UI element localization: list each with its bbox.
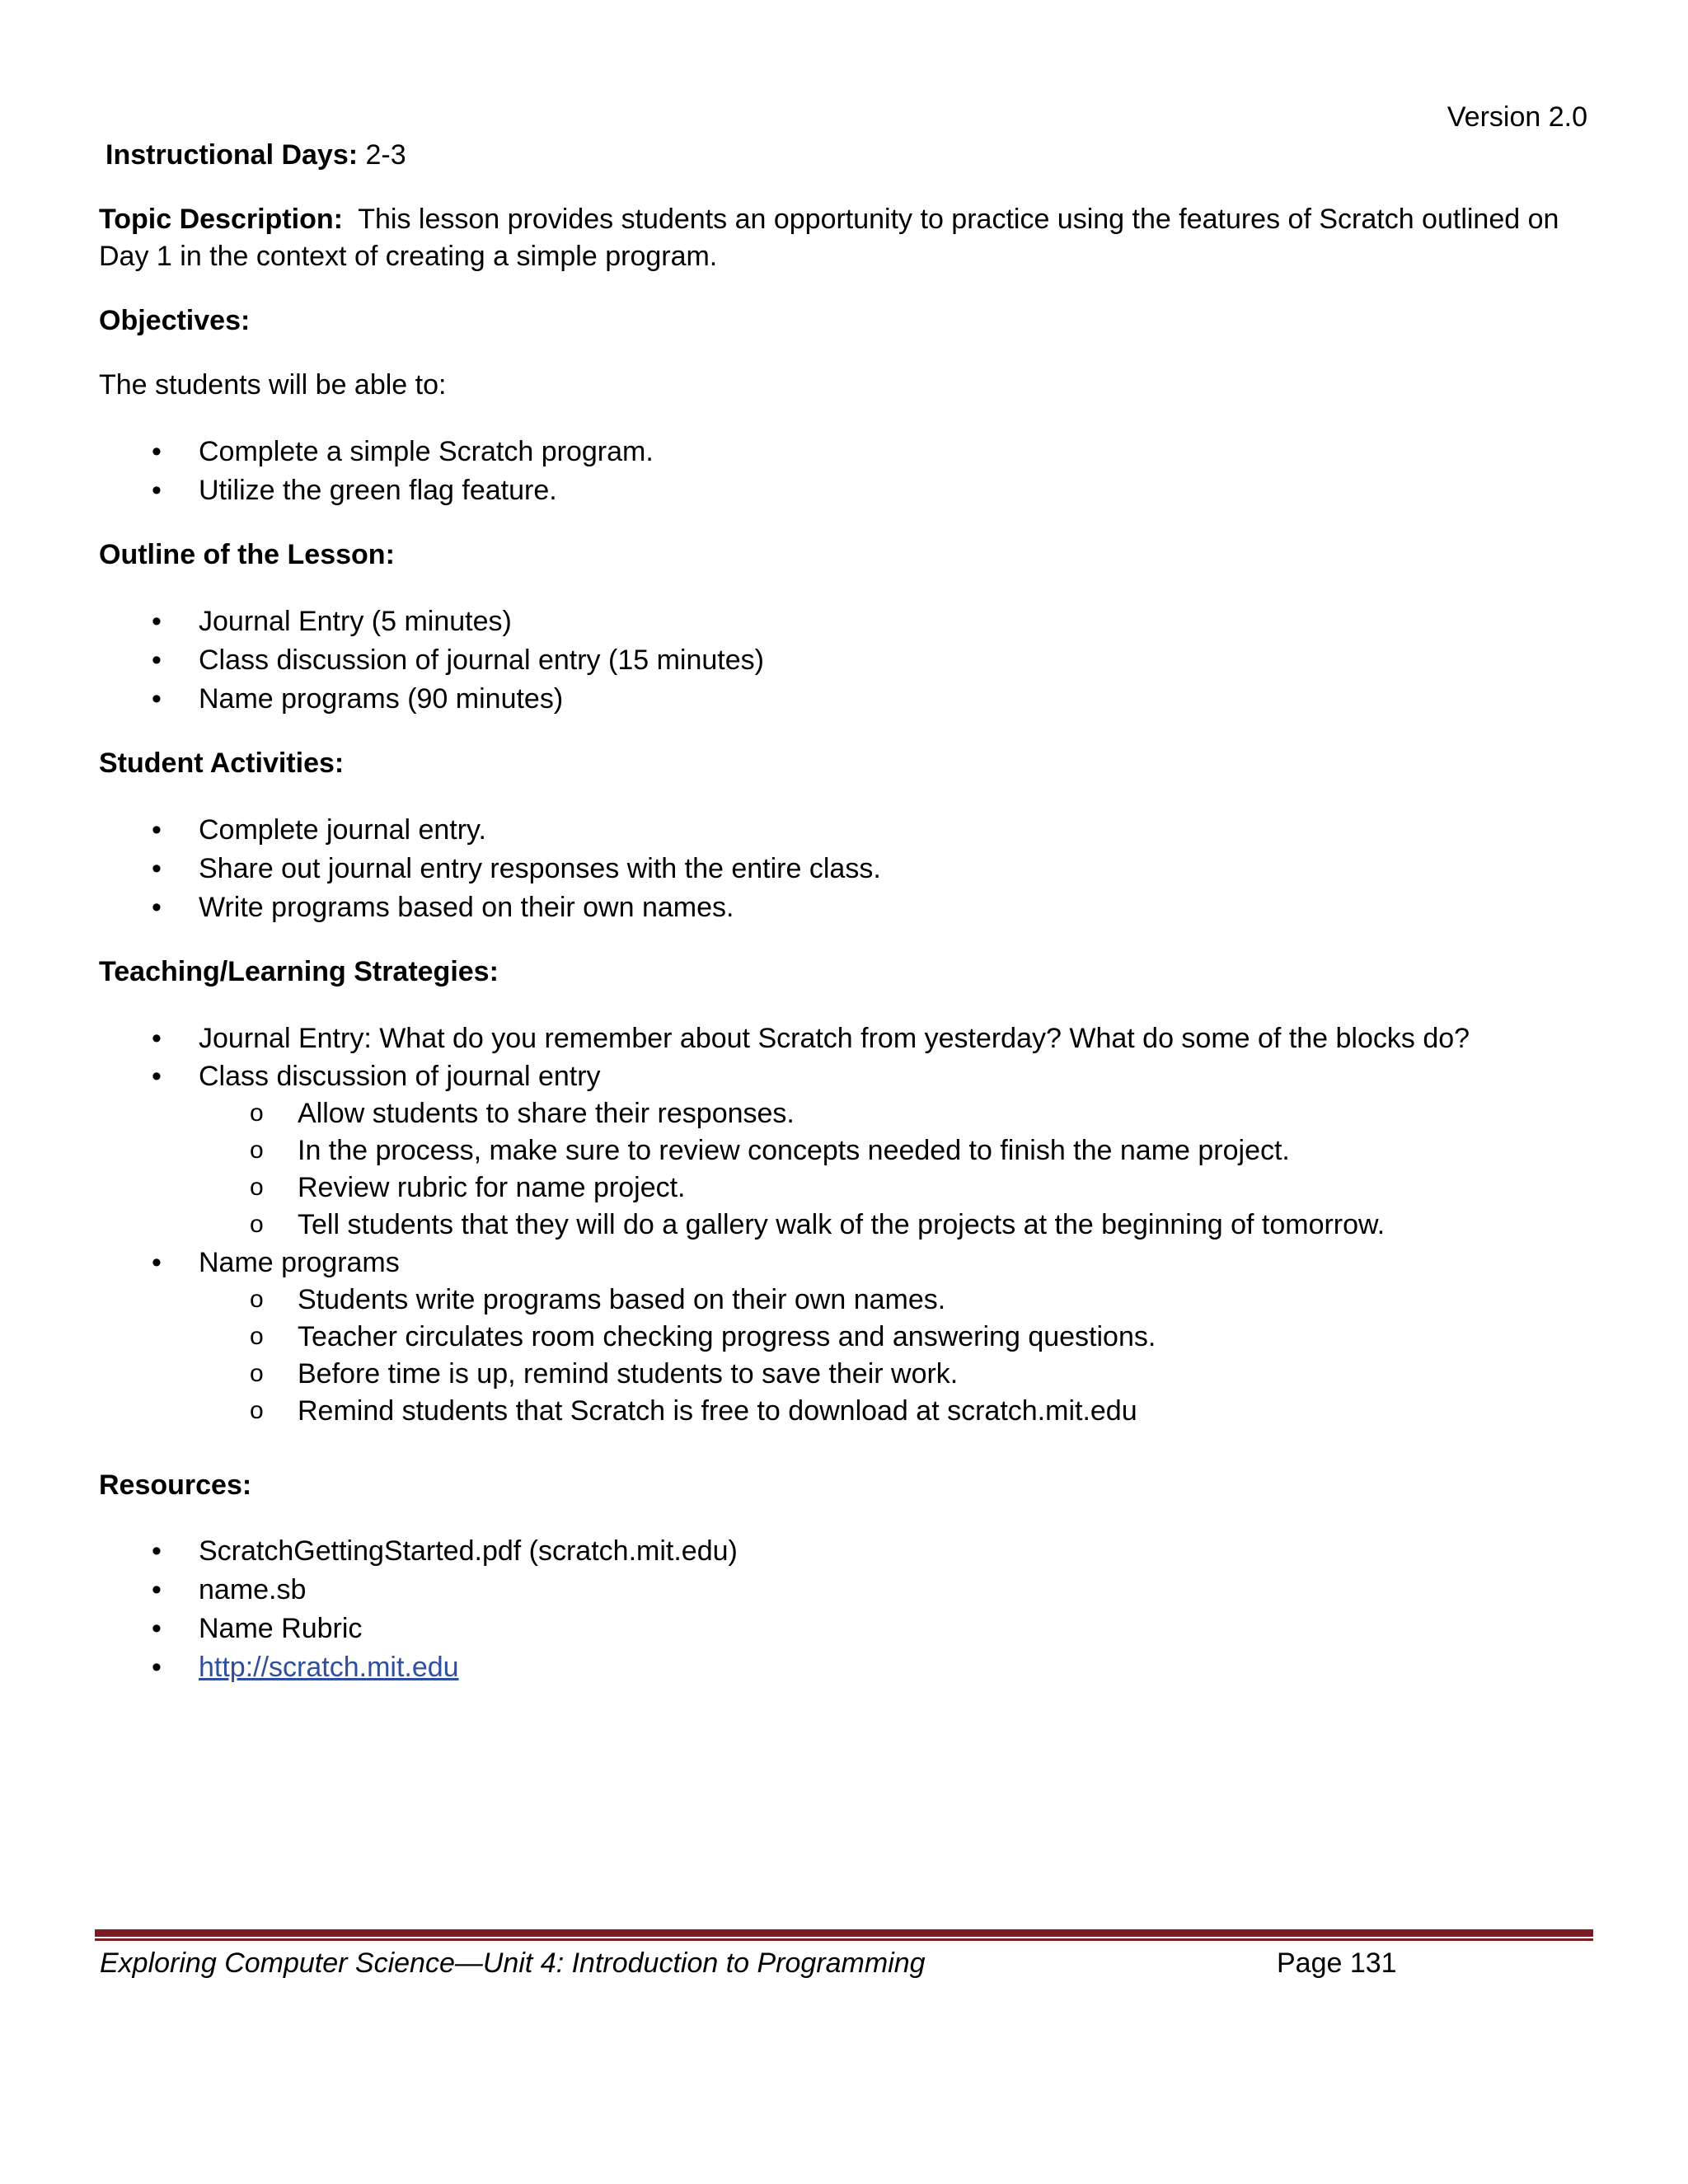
bullet-icon: •	[152, 814, 162, 846]
sub-bullet-icon: o	[250, 1174, 264, 1201]
outline-heading: Outline of the Lesson:	[99, 539, 395, 570]
sub-bullet-icon: o	[250, 1397, 264, 1424]
resource-item: ScratchGettingStarted.pdf (scratch.mit.edu)	[199, 1535, 738, 1567]
strategy-item: Journal Entry: What do you remember about Scratch from yesterday? What do some of the blocks do?	[199, 1023, 1470, 1054]
objective-item: Utilize the green flag feature.	[199, 475, 557, 506]
bullet-icon: •	[152, 1613, 162, 1644]
footer-rule-thin	[95, 1938, 1593, 1941]
student-activity-item: Complete journal entry.	[199, 814, 486, 846]
bullet-icon: •	[152, 853, 162, 884]
strategies-heading: Teaching/Learning Strategies:	[99, 956, 499, 987]
strategy-sub-item: Remind students that Scratch is free to download at scratch.mit.edu	[298, 1395, 1137, 1427]
outline-item: Journal Entry (5 minutes)	[199, 606, 512, 637]
bullet-icon: •	[152, 475, 162, 506]
outline-item: Name programs (90 minutes)	[199, 683, 564, 715]
instructional-days	[106, 137, 406, 173]
bullet-icon: •	[152, 1247, 162, 1278]
instructional-days-value: 2-3	[358, 139, 406, 171]
objectives-heading: Objectives:	[99, 305, 251, 336]
instructional-days-label: Instructional Days:	[106, 139, 359, 171]
strategy-sub-item: Allow students to share their responses.	[298, 1098, 795, 1129]
bullet-icon: •	[152, 1535, 162, 1567]
objectives-intro: The students will be able to:	[99, 369, 447, 401]
sub-bullet-icon: o	[250, 1211, 264, 1238]
strategy-sub-item: Tell students that they will do a gallery walk of the projects at the beginning of tomorrow.	[298, 1209, 1386, 1240]
objective-item: Complete a simple Scratch program.	[199, 436, 654, 467]
scratch-link[interactable]: http://scratch.mit.edu	[199, 1652, 459, 1683]
strategy-item: Name programs	[199, 1247, 400, 1278]
bullet-icon: •	[152, 1652, 162, 1683]
bullet-icon: •	[152, 1574, 162, 1605]
strategy-sub-item: Before time is up, remind students to save their work.	[298, 1358, 959, 1390]
bullet-icon: •	[152, 892, 162, 923]
sub-bullet-icon: o	[250, 1099, 264, 1127]
topic-description-text: This lesson provides students an opportunity to practice using the features of Scratch outlined on	[342, 204, 1559, 235]
resource-item: name.sb	[199, 1574, 307, 1605]
topic-description-line-1	[99, 201, 1559, 237]
student-activity-item: Write programs based on their own names.	[199, 892, 734, 923]
student-activities-heading: Student Activities:	[99, 748, 345, 779]
resources-heading: Resources:	[99, 1469, 252, 1501]
bullet-icon: •	[152, 436, 162, 467]
strategy-sub-item: Review rubric for name project.	[298, 1172, 686, 1203]
student-activity-item: Share out journal entry responses with the entire class.	[199, 853, 881, 884]
sub-bullet-icon: o	[250, 1323, 264, 1350]
resource-item: Name Rubric	[199, 1613, 363, 1644]
footer-title: Exploring Computer Science—Unit 4: Introduction to Programming	[100, 1947, 926, 1979]
strategy-sub-item: Teacher circulates room checking progress and answering questions.	[298, 1321, 1156, 1352]
sub-bullet-icon: o	[250, 1360, 264, 1387]
bullet-icon: •	[152, 683, 162, 715]
strategy-sub-item: Students write programs based on their own names.	[298, 1284, 946, 1315]
outline-item: Class discussion of journal entry (15 minutes)	[199, 644, 764, 676]
page-number: Page 131	[1277, 1947, 1397, 1979]
topic-description-line-2: Day 1 in the context of creating a simple program.	[99, 241, 718, 272]
version-label: Version 2.0	[1447, 101, 1587, 133]
sub-bullet-icon: o	[250, 1286, 264, 1313]
strategy-sub-item: In the process, make sure to review concepts needed to finish the name project.	[298, 1135, 1290, 1166]
bullet-icon: •	[152, 644, 162, 676]
bullet-icon: •	[152, 606, 162, 637]
sub-bullet-icon: o	[250, 1137, 264, 1164]
bullet-icon: •	[152, 1023, 162, 1054]
topic-description-label: Topic Description:	[99, 204, 343, 235]
footer-rule	[95, 1929, 1593, 1937]
bullet-icon: •	[152, 1061, 162, 1092]
strategy-item: Class discussion of journal entry	[199, 1061, 601, 1092]
